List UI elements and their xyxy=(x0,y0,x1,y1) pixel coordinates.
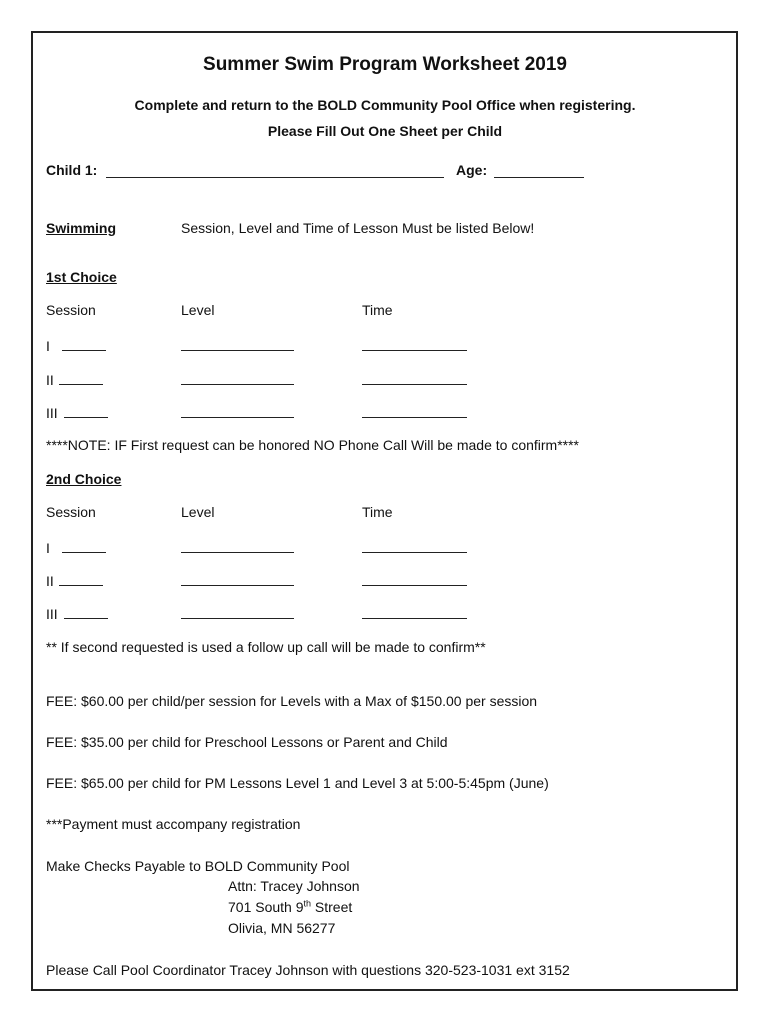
first-row-label-1: I xyxy=(46,338,50,354)
first-level-field-3[interactable] xyxy=(181,417,294,418)
first-level-field-1[interactable] xyxy=(181,350,294,351)
address-street-number: 701 South 9 xyxy=(228,899,304,915)
second-time-field-1[interactable] xyxy=(362,552,467,553)
subtitle-one-sheet: Please Fill Out One Sheet per Child xyxy=(267,123,503,139)
second-level-field-1[interactable] xyxy=(181,552,294,553)
checks-payable-label: Make Checks Payable to BOLD Community Pool xyxy=(46,858,350,874)
address-city: Olivia, MN 56277 xyxy=(228,920,336,936)
first-session-field-3[interactable] xyxy=(64,417,108,418)
first-session-field-1[interactable] xyxy=(62,350,106,351)
second-row-label-3: III xyxy=(46,606,58,622)
first-choice-note: ****NOTE: IF First request can be honored NO Phone Call Will be made to confirm**** xyxy=(46,437,580,453)
address-street-name: Street xyxy=(311,899,353,915)
second-row-label-1: I xyxy=(46,540,50,556)
second-col-time: Time xyxy=(362,504,393,520)
first-col-time: Time xyxy=(362,302,393,318)
second-col-session: Session xyxy=(46,504,96,520)
subtitle-return-instructions: Complete and return to the BOLD Community Pool Office when registering. xyxy=(134,97,636,113)
second-choice-note: ** If second requested is used a follow up call will be made to confirm** xyxy=(46,639,486,655)
address-street xyxy=(228,899,352,915)
first-col-session: Session xyxy=(46,302,96,318)
first-row-label-3: III xyxy=(46,405,58,421)
first-time-field-3[interactable] xyxy=(362,417,467,418)
second-choice-heading: 2nd Choice xyxy=(46,471,122,487)
second-col-level: Level xyxy=(181,504,215,520)
contact-line: Please Call Pool Coordinator Tracey Johnson with questions 320-523-1031 ext 3152 xyxy=(46,962,570,978)
first-level-field-2[interactable] xyxy=(181,384,294,385)
second-session-field-3[interactable] xyxy=(64,618,108,619)
second-row-label-2: II xyxy=(46,573,54,589)
page-title: Summer Swim Program Worksheet 2019 xyxy=(203,54,567,75)
first-row-label-2: II xyxy=(46,372,54,388)
age-label: Age: xyxy=(456,162,488,178)
swimming-heading: Swimming xyxy=(46,220,117,236)
second-time-field-2[interactable] xyxy=(362,585,467,586)
first-session-field-2[interactable] xyxy=(59,384,103,385)
second-level-field-2[interactable] xyxy=(181,585,294,586)
address-street-suffix: th xyxy=(303,898,312,909)
address-attn: Attn: Tracey Johnson xyxy=(228,878,360,894)
child-name-field[interactable] xyxy=(106,177,444,178)
age-field[interactable] xyxy=(494,177,584,178)
swimming-instruction: Session, Level and Time of Lesson Must be listed Below! xyxy=(181,220,535,236)
second-session-field-2[interactable] xyxy=(59,585,103,586)
second-time-field-3[interactable] xyxy=(362,618,467,619)
child-label: Child 1: xyxy=(46,162,98,178)
fee-line-2: FEE: $35.00 per child for Preschool Lessons or Parent and Child xyxy=(46,734,448,750)
first-time-field-2[interactable] xyxy=(362,384,467,385)
first-time-field-1[interactable] xyxy=(362,350,467,351)
first-col-level: Level xyxy=(181,302,215,318)
second-session-field-1[interactable] xyxy=(62,552,106,553)
fee-line-1: FEE: $60.00 per child/per session for Levels with a Max of $150.00 per session xyxy=(46,693,538,709)
second-level-field-3[interactable] xyxy=(181,618,294,619)
first-choice-heading: 1st Choice xyxy=(46,269,117,285)
payment-note: ***Payment must accompany registration xyxy=(46,816,301,832)
fee-line-3: FEE: $65.00 per child for PM Lessons Level 1 and Level 3 at 5:00-5:45pm (June) xyxy=(46,775,549,791)
